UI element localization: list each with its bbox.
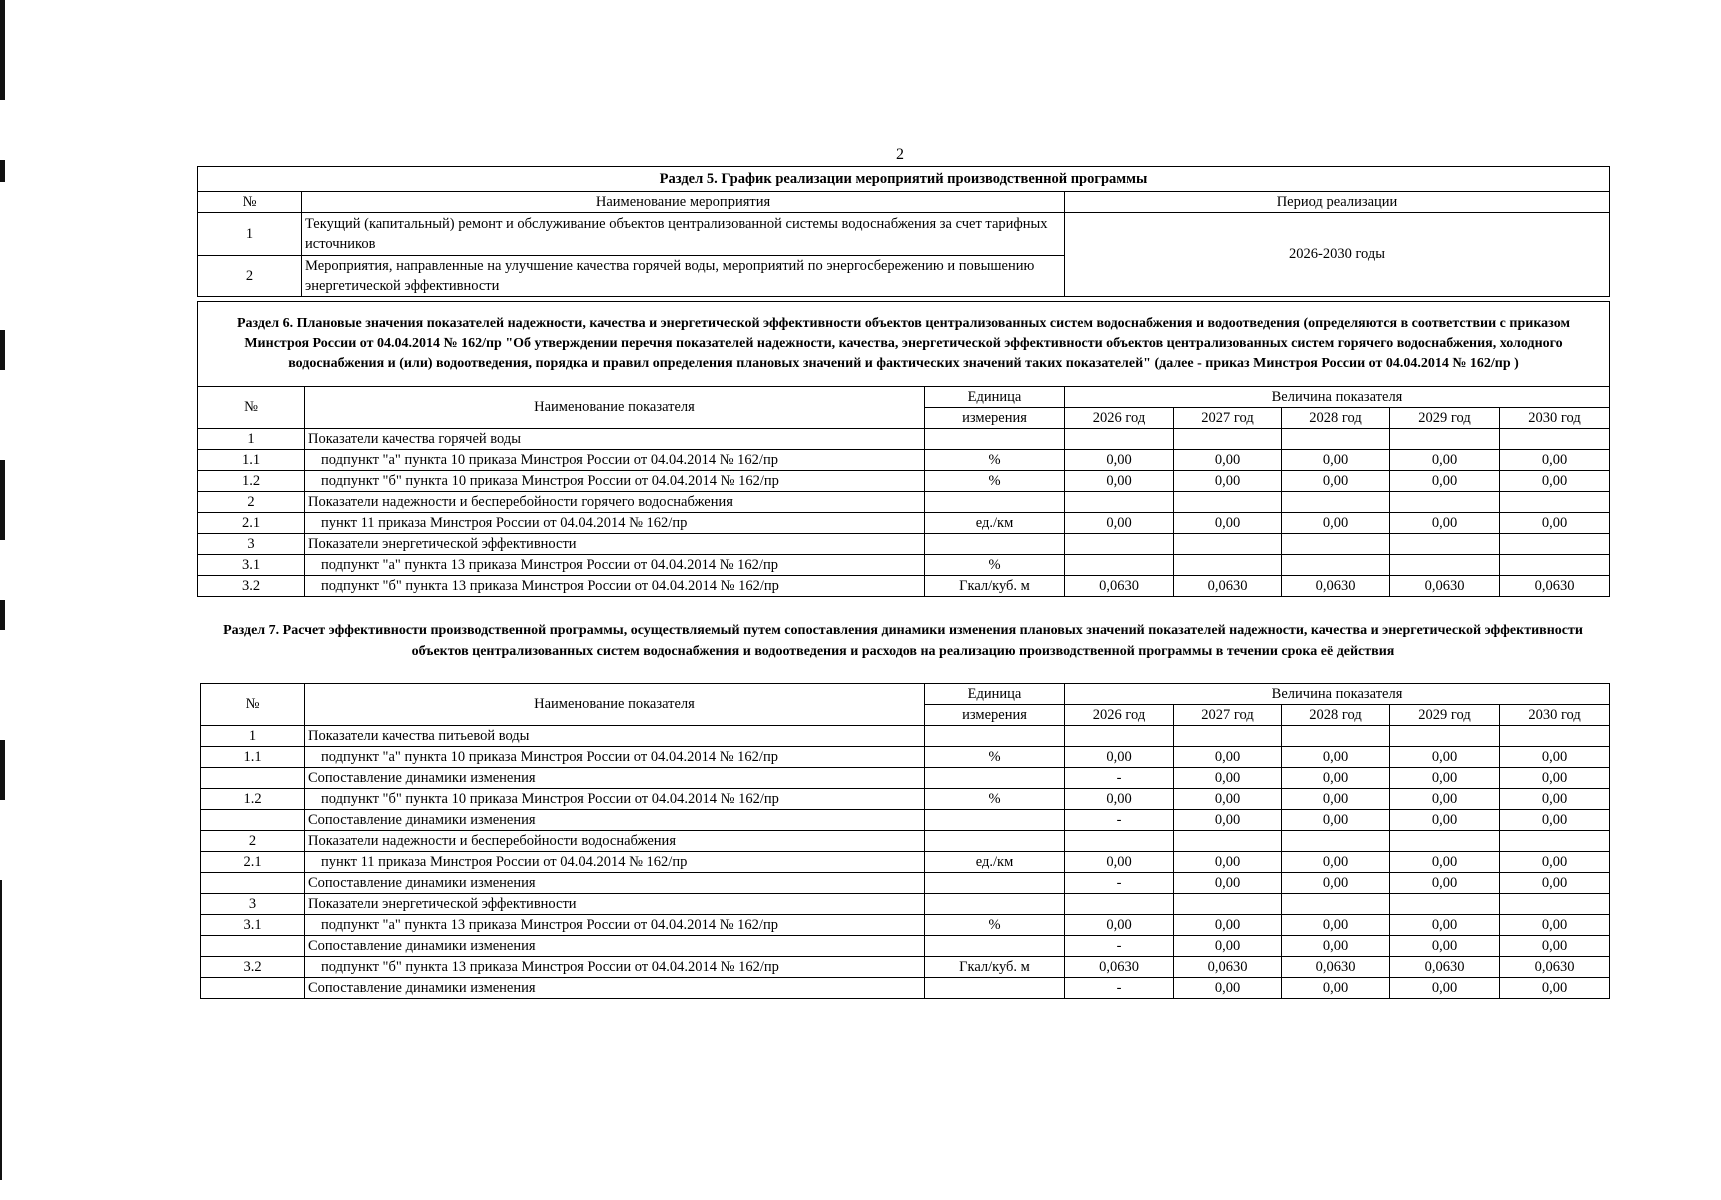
row-unit xyxy=(925,810,1065,831)
row-value: 0,0630 xyxy=(1174,576,1282,597)
row-value: 0,00 xyxy=(1390,513,1500,534)
row-num: 3.2 xyxy=(201,957,305,978)
row-value: 0,00 xyxy=(1282,978,1390,999)
row-value: 0,00 xyxy=(1065,915,1174,936)
header-unit: измерения xyxy=(925,705,1065,726)
row-name: Сопоставление динамики изменения xyxy=(305,978,925,999)
row-value xyxy=(1390,492,1500,513)
row-name: Показатели качества горячей воды xyxy=(305,429,925,450)
row-value xyxy=(1065,831,1174,852)
row-value xyxy=(1174,555,1282,576)
header-year: 2026 год xyxy=(1065,705,1174,726)
row-value: 0,00 xyxy=(1174,789,1282,810)
row-unit xyxy=(925,726,1065,747)
row-value: 0,00 xyxy=(1390,747,1500,768)
row-value xyxy=(1500,492,1610,513)
header-year: 2030 год xyxy=(1500,705,1610,726)
row-value: - xyxy=(1065,810,1174,831)
row-value: 0,0630 xyxy=(1065,957,1174,978)
row-value: 0,00 xyxy=(1174,873,1282,894)
row-value xyxy=(1500,555,1610,576)
row-name: подпункт "а" пункта 13 приказа Минстроя России от 04.04.2014 № 162/пр xyxy=(305,555,925,576)
row-name: Текущий (капитальный) ремонт и обслуживание объектов централизованной системы водоснабжения за счет тарифных источников xyxy=(302,213,1065,256)
header-year: 2027 год xyxy=(1174,408,1282,429)
row-unit: % xyxy=(925,747,1065,768)
row-name: пункт 11 приказа Минстроя России от 04.04.2014 № 162/пр xyxy=(305,513,925,534)
header-name: Наименование показателя xyxy=(305,684,925,726)
row-unit: Гкал/куб. м xyxy=(925,576,1065,597)
row-num: 2 xyxy=(198,256,302,297)
row-value xyxy=(1065,726,1174,747)
row-value: 0,00 xyxy=(1065,789,1174,810)
row-num: 2 xyxy=(198,492,305,513)
row-value: 0,00 xyxy=(1282,810,1390,831)
row-num: 1.1 xyxy=(201,747,305,768)
row-value xyxy=(1390,831,1500,852)
row-name: Показатели качества питьевой воды xyxy=(305,726,925,747)
row-value: 0,00 xyxy=(1174,915,1282,936)
row-value: 0,00 xyxy=(1390,852,1500,873)
table-row xyxy=(201,747,1610,768)
row-value: 0,0630 xyxy=(1500,957,1610,978)
row-value: 0,00 xyxy=(1282,873,1390,894)
row-value: 0,00 xyxy=(1500,936,1610,957)
row-value: 0,00 xyxy=(1282,450,1390,471)
row-value: 0,00 xyxy=(1500,852,1610,873)
row-name: подпункт "а" пункта 10 приказа Минстроя России от 04.04.2014 № 162/пр xyxy=(305,747,925,768)
row-num: 3.1 xyxy=(201,915,305,936)
header-year: 2030 год xyxy=(1500,408,1610,429)
row-value: 0,00 xyxy=(1282,768,1390,789)
header-year: 2029 год xyxy=(1390,408,1500,429)
row-value: 0,0630 xyxy=(1282,576,1390,597)
page-number: 2 xyxy=(896,146,904,163)
header-unit: Единица xyxy=(925,684,1065,705)
row-value: 0,00 xyxy=(1500,768,1610,789)
table-row xyxy=(201,768,1610,789)
header-year: 2028 год xyxy=(1282,408,1390,429)
table-row xyxy=(201,810,1610,831)
row-value xyxy=(1390,534,1500,555)
table-row xyxy=(201,978,1610,999)
row-value: 0,00 xyxy=(1390,873,1500,894)
row-value: - xyxy=(1065,873,1174,894)
row-num: 3.1 xyxy=(198,555,305,576)
table-row xyxy=(201,726,1610,747)
row-name: Сопоставление динамики изменения xyxy=(305,936,925,957)
header-period: Период реализации xyxy=(1065,192,1610,213)
row-num xyxy=(201,936,305,957)
row-value: 0,00 xyxy=(1065,747,1174,768)
row-value xyxy=(1500,726,1610,747)
row-value xyxy=(1282,555,1390,576)
row-value xyxy=(1282,831,1390,852)
row-value xyxy=(1174,429,1282,450)
row-value: 0,0630 xyxy=(1500,576,1610,597)
row-value xyxy=(1174,831,1282,852)
table-row xyxy=(201,957,1610,978)
row-name: Показатели энергетической эффективности xyxy=(305,534,925,555)
table-row xyxy=(201,852,1610,873)
row-num: 2 xyxy=(201,831,305,852)
row-num: 1 xyxy=(198,213,302,256)
row-name: пункт 11 приказа Минстроя России от 04.04.2014 № 162/пр xyxy=(305,852,925,873)
header-year: 2028 год xyxy=(1282,705,1390,726)
row-unit xyxy=(925,831,1065,852)
header-year: 2026 год xyxy=(1065,408,1174,429)
row-unit: % xyxy=(925,450,1065,471)
table-row xyxy=(198,429,1610,450)
row-value: 0,00 xyxy=(1500,915,1610,936)
row-num xyxy=(201,768,305,789)
table-row xyxy=(198,555,1610,576)
row-unit: % xyxy=(925,555,1065,576)
row-name: Показатели надежности и бесперебойности водоснабжения xyxy=(305,831,925,852)
row-value: 0,00 xyxy=(1390,789,1500,810)
row-value: 0,00 xyxy=(1282,936,1390,957)
row-value: 0,00 xyxy=(1174,852,1282,873)
row-unit: % xyxy=(925,471,1065,492)
row-unit xyxy=(925,492,1065,513)
section7-title: Раздел 7. Расчет эффективности производственной программы, осуществляемый путем сопоставления динамики изменения плановых значений показателей надежности, качества и энергетической эффективности объектов централизованных систем водоснабжения и водоотведения и расходов на реализацию производственной программы в течении срока её действия xyxy=(223,623,1583,659)
row-value xyxy=(1174,726,1282,747)
section5-table xyxy=(197,166,1610,297)
row-value: 0,0630 xyxy=(1282,957,1390,978)
row-num: 1 xyxy=(201,726,305,747)
row-value xyxy=(1390,894,1500,915)
header-value: Величина показателя xyxy=(1065,387,1610,408)
row-unit: ед./км xyxy=(925,852,1065,873)
row-value: 0,00 xyxy=(1174,513,1282,534)
row-value: - xyxy=(1065,936,1174,957)
section7-body xyxy=(201,726,1610,999)
row-name: подпункт "б" пункта 13 приказа Минстроя России от 04.04.2014 № 162/пр xyxy=(305,957,925,978)
section5-title: Раздел 5. График реализации мероприятий производственной программы xyxy=(198,167,1610,192)
row-num: 2.1 xyxy=(198,513,305,534)
header-num: № xyxy=(198,387,305,429)
row-value: 0,00 xyxy=(1390,768,1500,789)
row-unit xyxy=(925,894,1065,915)
row-value xyxy=(1282,429,1390,450)
section6-table xyxy=(197,301,1610,597)
row-name: подпункт "а" пункта 10 приказа Минстроя России от 04.04.2014 № 162/пр xyxy=(305,450,925,471)
row-value: 0,00 xyxy=(1500,513,1610,534)
row-value: 0,00 xyxy=(1282,471,1390,492)
table-row xyxy=(201,831,1610,852)
table-row xyxy=(198,471,1610,492)
row-num xyxy=(201,873,305,894)
row-value: 0,00 xyxy=(1174,450,1282,471)
row-name: Сопоставление динамики изменения xyxy=(305,873,925,894)
table-row xyxy=(201,915,1610,936)
row-value: 0,00 xyxy=(1065,852,1174,873)
row-value: 0,00 xyxy=(1174,978,1282,999)
row-value: 0,00 xyxy=(1500,450,1610,471)
row-value xyxy=(1390,726,1500,747)
row-value xyxy=(1500,429,1610,450)
header-unit: измерения xyxy=(925,408,1065,429)
table-row xyxy=(201,789,1610,810)
table-row xyxy=(201,894,1610,915)
row-unit: % xyxy=(925,789,1065,810)
row-num: 3 xyxy=(201,894,305,915)
row-value: 0,00 xyxy=(1390,450,1500,471)
header-year: 2027 год xyxy=(1174,705,1282,726)
row-value: 0,00 xyxy=(1174,936,1282,957)
row-value: 0,00 xyxy=(1282,852,1390,873)
row-value xyxy=(1065,894,1174,915)
row-unit: % xyxy=(925,915,1065,936)
row-num: 1.1 xyxy=(198,450,305,471)
row-name: Сопоставление динамики изменения xyxy=(305,768,925,789)
row-value xyxy=(1282,726,1390,747)
table-row xyxy=(201,873,1610,894)
row-unit xyxy=(925,429,1065,450)
row-num: 1.2 xyxy=(201,789,305,810)
row-num: 2.1 xyxy=(201,852,305,873)
header-num: № xyxy=(198,192,302,213)
row-value xyxy=(1065,429,1174,450)
row-value: 0,00 xyxy=(1174,471,1282,492)
row-value xyxy=(1065,534,1174,555)
row-num xyxy=(201,978,305,999)
row-name: подпункт "а" пункта 13 приказа Минстроя России от 04.04.2014 № 162/пр xyxy=(305,915,925,936)
section6-title: Раздел 6. Плановые значения показателей надежности, качества и энергетической эффективности объектов централизованных систем водоснабжения и водоотведения (определяются в соответствии с приказом Минстроя России от 04.04.2014 № 162/пр "Об утверждении перечня показателей надежности, качества, энергетической эффективности объектов централизованных систем горячего водоснабжения, холодного водоснабжения и (или) водоотведения, порядка и правил определения плановых значений и фактических значений таких показателей" (далее - приказ Минстроя России от 04.04.2014 № 162/пр ) xyxy=(198,302,1610,387)
row-value: 0,00 xyxy=(1390,471,1500,492)
row-value: 0,00 xyxy=(1500,978,1610,999)
row-unit xyxy=(925,768,1065,789)
row-value xyxy=(1174,492,1282,513)
table-row xyxy=(198,576,1610,597)
row-value xyxy=(1500,894,1610,915)
row-value xyxy=(1065,492,1174,513)
header-year: 2029 год xyxy=(1390,705,1500,726)
row-value xyxy=(1174,894,1282,915)
table-row xyxy=(198,492,1610,513)
period-value: 2026-2030 годы xyxy=(1065,213,1610,297)
row-unit xyxy=(925,873,1065,894)
row-value: 0,00 xyxy=(1500,789,1610,810)
row-name: Мероприятия, направленные на улучшение качества горячей воды, мероприятий по энергосбережению и повышению энергетической эффективности xyxy=(302,256,1065,297)
row-value: 0,00 xyxy=(1390,915,1500,936)
section6-body xyxy=(198,429,1610,597)
row-value: 0,00 xyxy=(1390,810,1500,831)
row-value: 0,00 xyxy=(1065,513,1174,534)
row-value xyxy=(1065,555,1174,576)
row-value: 0,00 xyxy=(1282,513,1390,534)
row-value: 0,00 xyxy=(1500,471,1610,492)
row-value: 0,0630 xyxy=(1390,576,1500,597)
row-unit: ед./км xyxy=(925,513,1065,534)
row-value: 0,00 xyxy=(1500,873,1610,894)
row-value xyxy=(1282,894,1390,915)
section7-table xyxy=(200,683,1610,999)
row-num xyxy=(201,810,305,831)
row-unit: Гкал/куб. м xyxy=(925,957,1065,978)
row-value: 0,00 xyxy=(1500,747,1610,768)
header-unit: Единица xyxy=(925,387,1065,408)
row-value: 0,00 xyxy=(1174,810,1282,831)
row-value: 0,00 xyxy=(1390,936,1500,957)
row-unit xyxy=(925,936,1065,957)
row-value: - xyxy=(1065,978,1174,999)
row-name: Сопоставление динамики изменения xyxy=(305,810,925,831)
row-name: Показатели энергетической эффективности xyxy=(305,894,925,915)
row-value: 0,00 xyxy=(1500,810,1610,831)
row-value: 0,00 xyxy=(1282,915,1390,936)
row-unit xyxy=(925,534,1065,555)
row-value: 0,0630 xyxy=(1390,957,1500,978)
row-num: 3 xyxy=(198,534,305,555)
table-row xyxy=(198,450,1610,471)
header-name: Наименование показателя xyxy=(305,387,925,429)
row-name: Показатели надежности и бесперебойности горячего водоснабжения xyxy=(305,492,925,513)
header-value: Величина показателя xyxy=(1065,684,1610,705)
row-value: 0,00 xyxy=(1174,747,1282,768)
row-name: подпункт "б" пункта 10 приказа Минстроя России от 04.04.2014 № 162/пр xyxy=(305,471,925,492)
row-name: подпункт "б" пункта 10 приказа Минстроя России от 04.04.2014 № 162/пр xyxy=(305,789,925,810)
row-value: 0,00 xyxy=(1282,747,1390,768)
row-value: 0,00 xyxy=(1174,768,1282,789)
row-value: 0,0630 xyxy=(1065,576,1174,597)
row-value: 0,00 xyxy=(1390,978,1500,999)
row-value: 0,00 xyxy=(1065,450,1174,471)
header-num: № xyxy=(201,684,305,726)
row-value xyxy=(1500,534,1610,555)
row-value xyxy=(1282,492,1390,513)
table-row xyxy=(201,936,1610,957)
row-name: подпункт "б" пункта 13 приказа Минстроя России от 04.04.2014 № 162/пр xyxy=(305,576,925,597)
row-num: 1 xyxy=(198,429,305,450)
row-value: 0,00 xyxy=(1282,789,1390,810)
row-value: - xyxy=(1065,768,1174,789)
table-row xyxy=(198,513,1610,534)
row-value xyxy=(1282,534,1390,555)
row-unit xyxy=(925,978,1065,999)
row-value: 0,00 xyxy=(1065,471,1174,492)
row-value xyxy=(1390,555,1500,576)
row-num: 3.2 xyxy=(198,576,305,597)
row-value xyxy=(1174,534,1282,555)
table-row xyxy=(198,534,1610,555)
row-value xyxy=(1390,429,1500,450)
row-num: 1.2 xyxy=(198,471,305,492)
row-value: 0,0630 xyxy=(1174,957,1282,978)
scan-edge xyxy=(0,0,8,1200)
header-name: Наименование мероприятия xyxy=(302,192,1065,213)
row-value xyxy=(1500,831,1610,852)
